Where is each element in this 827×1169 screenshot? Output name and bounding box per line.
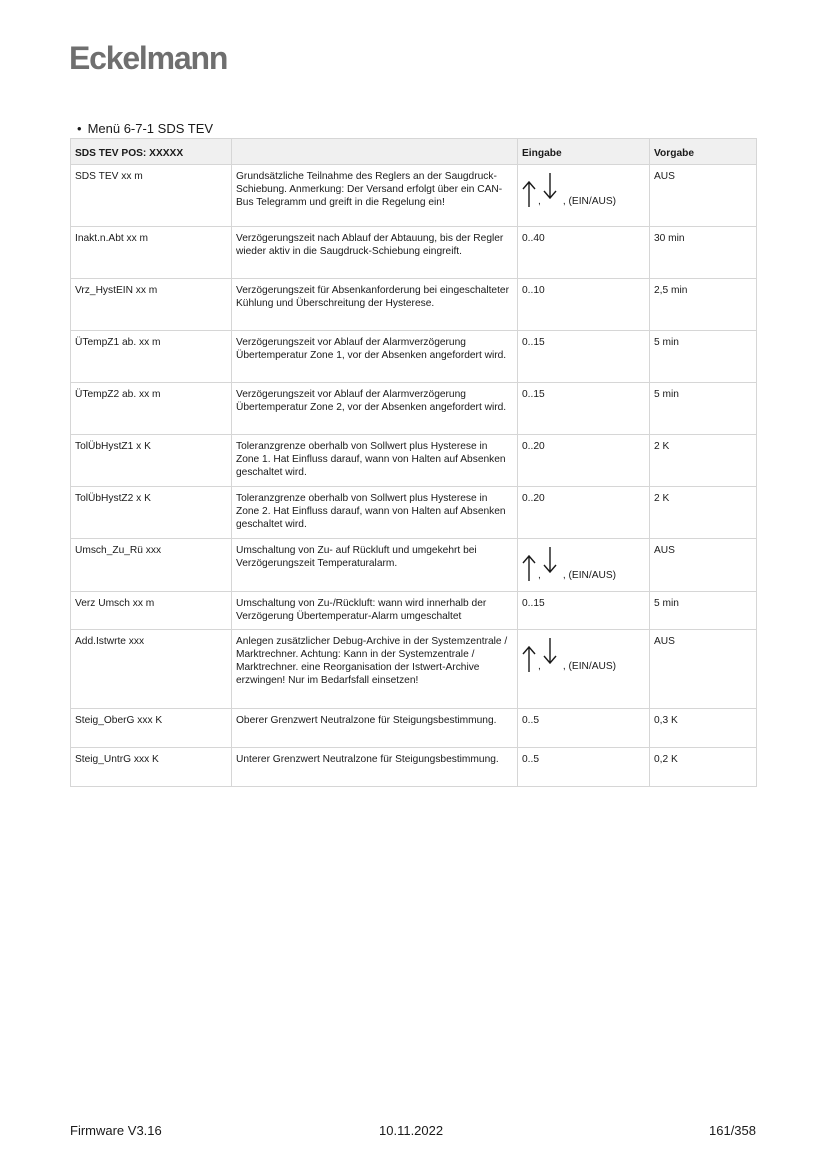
input-cell: 0..20 [518, 487, 650, 539]
description-cell: Umschaltung von Zu-/Rückluft: wann wird innerhalb der Verzögerung Übertemperatur-Alarm umgeschaltet [232, 592, 518, 630]
description-cell: Verzögerungszeit für Absenkanforderung bei eingeschalteter Kühlung und Überschreitung der Hysterese. [232, 279, 518, 331]
input-cell [518, 539, 650, 592]
default-cell: AUS [650, 165, 757, 227]
input-cell [518, 630, 650, 709]
description-cell: Unterer Grenzwert Neutralzone für Steigungsbestimmung. [232, 748, 518, 787]
arrow-down-icon [543, 637, 557, 665]
description-cell: Verzögerungszeit nach Ablauf der Abtauung, bis der Regler wieder aktiv in die Saugdruck-Schiebung eingreift. [232, 227, 518, 279]
param-cell: Umsch_Zu_Rü xxx [71, 539, 232, 592]
description-cell: Anlegen zusätzlicher Debug-Archive in der Systemzentrale / Marktrechner. Achtung: Kann in der Systemzentrale / Marktrechner. eine Reorganisation der Istwert-Archive erzwingen! Nur im Bedarfsfall einsetzen! [232, 630, 518, 709]
table-row [71, 487, 757, 539]
arrow-down-icon [543, 172, 557, 200]
param-cell: ÜTempZ1 ab. xx m [71, 331, 232, 383]
default-cell: 2 K [650, 435, 757, 487]
arrow-down-icon [543, 546, 557, 574]
description-cell: Verzögerungszeit vor Ablauf der Alarmverzögerung Übertemperatur Zone 2, vor der Absenken angefordert wird. [232, 383, 518, 435]
input-cell: 0..15 [518, 592, 650, 630]
table-row [71, 165, 757, 227]
description-cell: Oberer Grenzwert Neutralzone für Steigungsbestimmung. [232, 709, 518, 748]
bullet: • [77, 121, 82, 136]
param-cell: ÜTempZ2 ab. xx m [71, 383, 232, 435]
parameter-table [70, 138, 757, 787]
column-header-vorgabe: Vorgabe [650, 139, 757, 165]
input-cell [518, 165, 650, 227]
default-cell: 0,3 K [650, 709, 757, 748]
arrow-up-icon [522, 180, 536, 208]
arrow-up-icon [522, 554, 536, 582]
description-cell: Grundsätzliche Teilnahme des Reglers an der Saugdruck-Schiebung. Anmerkung: Der Versand erfolgt über ein CAN-Bus Telegramm und greift in die Regelung ein! [232, 165, 518, 227]
eckelmann-logo: Eckelmann [69, 40, 228, 76]
default-cell: 0,2 K [650, 748, 757, 787]
description-cell: Verzögerungszeit vor Ablauf der Alarmverzögerung Übertemperatur Zone 1, vor der Absenken angefordert wird. [232, 331, 518, 383]
default-cell: 2,5 min [650, 279, 757, 331]
column-header-eingabe: Eingabe [518, 139, 650, 165]
param-cell: Inakt.n.Abt xx m [71, 227, 232, 279]
input-cell: 0..10 [518, 279, 650, 331]
param-cell: SDS TEV xx m [71, 165, 232, 227]
up-down-arrows [522, 639, 616, 673]
table-row [71, 435, 757, 487]
description-cell: Toleranzgrenze oberhalb von Sollwert plus Hysterese in Zone 2. Hat Einfluss darauf, wann von Halten auf Absenken geschaltet wird. [232, 487, 518, 539]
input-suffix: , (EIN/AUS) [562, 661, 617, 672]
section-title: Menü 6-7-1 SDS TEV [87, 121, 214, 136]
table-row [71, 331, 757, 383]
description-cell: Toleranzgrenze oberhalb von Sollwert plus Hysterese in Zone 1. Hat Einfluss darauf, wann von Halten auf Absenken geschaltet wird. [232, 435, 518, 487]
column-header-position: SDS TEV POS: XXXXX [71, 139, 232, 165]
description-cell: Umschaltung von Zu- auf Rückluft und umgekehrt bei Verzögerungszeit Temperaturalarm. [232, 539, 518, 592]
footer-page-number: 161/358 [709, 1123, 756, 1138]
table-row [71, 709, 757, 748]
default-cell: 5 min [650, 331, 757, 383]
arrow-up-icon [522, 645, 536, 673]
input-cell: 0..20 [518, 435, 650, 487]
table-row [71, 748, 757, 787]
up-down-arrows [522, 174, 616, 208]
input-cell: 0..5 [518, 748, 650, 787]
input-suffix: , (EIN/AUS) [562, 196, 617, 207]
footer-firmware: Firmware V3.16 [70, 1123, 162, 1138]
input-cell: 0..40 [518, 227, 650, 279]
table-row [71, 279, 757, 331]
table-header-row [71, 139, 757, 165]
param-cell: Steig_OberG xxx K [71, 709, 232, 748]
footer-date: 10.11.2022 [379, 1123, 444, 1138]
param-cell: Vrz_HystEIN xx m [71, 279, 232, 331]
default-cell: 5 min [650, 592, 757, 630]
param-cell: TolÜbHystZ2 x K [71, 487, 232, 539]
table-body [71, 165, 757, 787]
table-row [71, 383, 757, 435]
input-suffix: , (EIN/AUS) [562, 570, 617, 581]
input-cell: 0..15 [518, 331, 650, 383]
arrow-separator: , [538, 196, 541, 207]
param-cell: TolÜbHystZ1 x K [71, 435, 232, 487]
default-cell: AUS [650, 539, 757, 592]
default-cell: AUS [650, 630, 757, 709]
arrow-separator: , [538, 661, 541, 672]
param-cell: Add.Istwrte xxx [71, 630, 232, 709]
default-cell: 5 min [650, 383, 757, 435]
input-cell: 0..5 [518, 709, 650, 748]
section-heading [77, 121, 213, 136]
up-down-arrows [522, 548, 616, 582]
table-row [71, 227, 757, 279]
param-cell: Verz Umsch xx m [71, 592, 232, 630]
input-cell: 0..15 [518, 383, 650, 435]
table-row [71, 592, 757, 630]
default-cell: 2 K [650, 487, 757, 539]
arrow-separator: , [538, 570, 541, 581]
table-row [71, 630, 757, 709]
param-cell: Steig_UntrG xxx K [71, 748, 232, 787]
default-cell: 30 min [650, 227, 757, 279]
column-header-description [232, 139, 518, 165]
table-row [71, 539, 757, 592]
